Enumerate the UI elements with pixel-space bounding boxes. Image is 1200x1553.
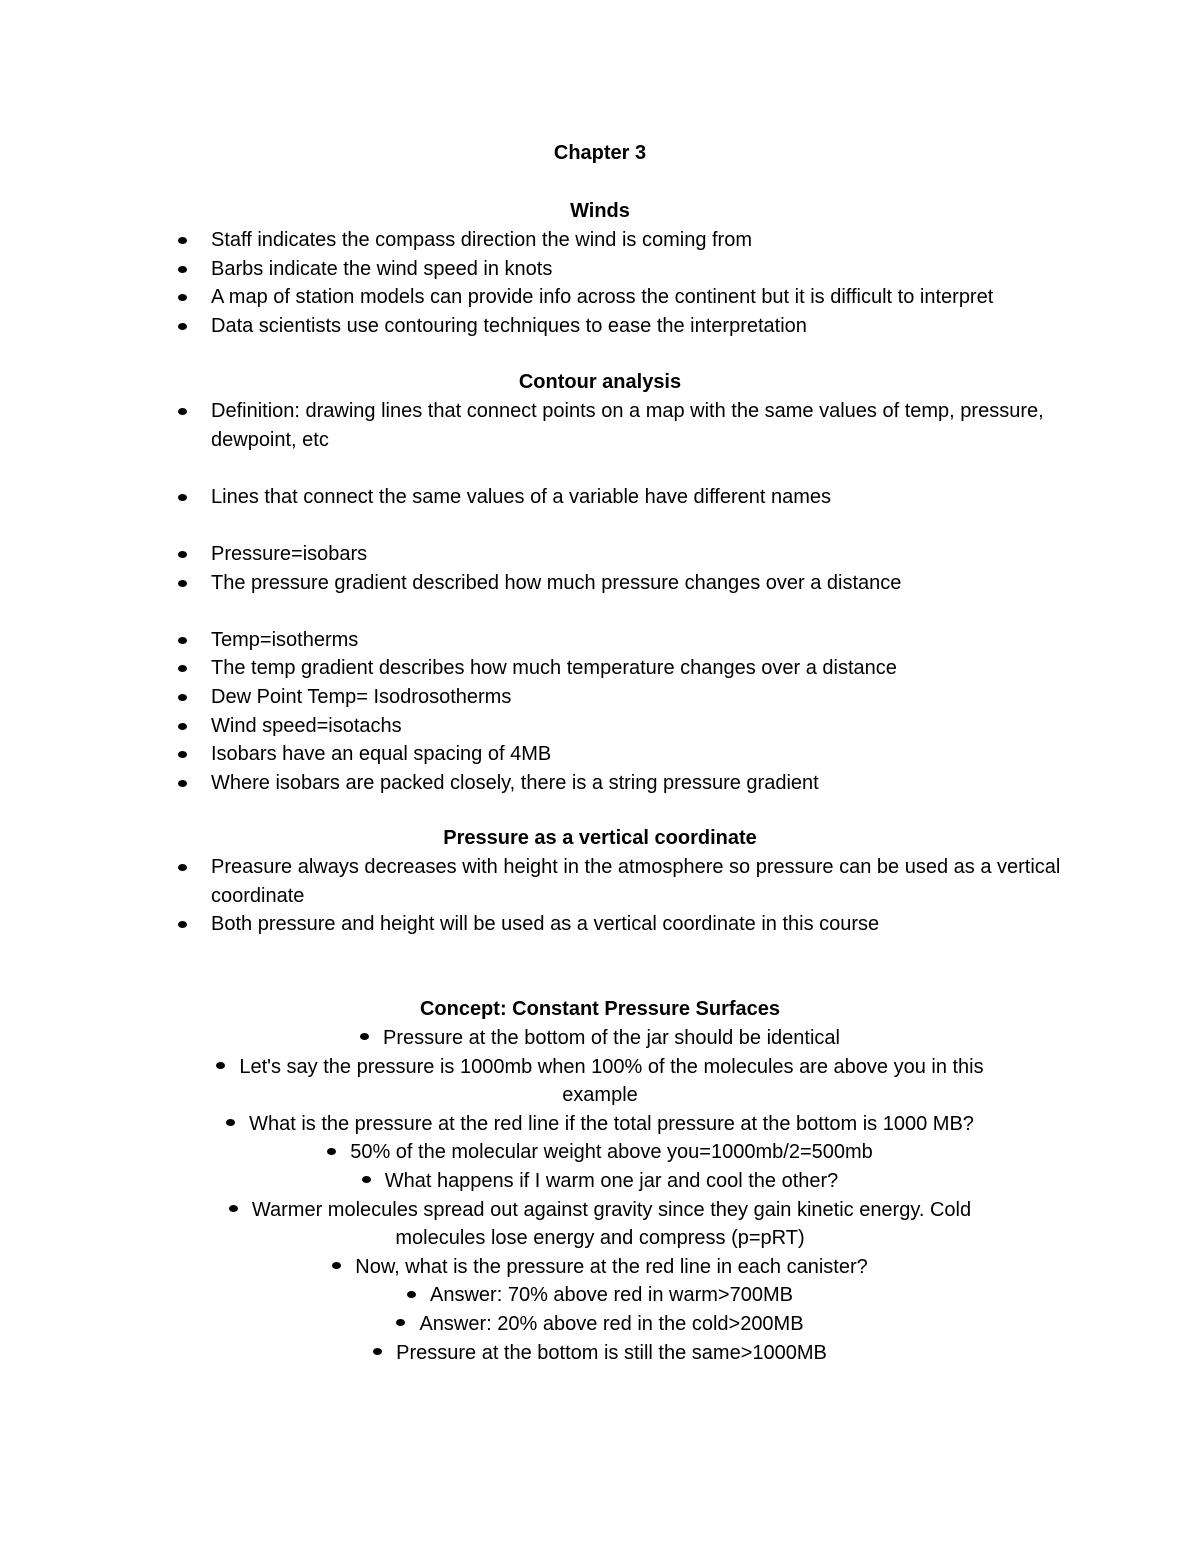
list-item: Where isobars are packed closely, there is a string pressure gradient [177, 769, 1077, 798]
bullet-icon [407, 1291, 416, 1298]
list-item: What happens if I warm one jar and cool the other? [0, 1167, 1200, 1196]
bullet-icon [226, 1119, 235, 1126]
list-item-continuation: example [562, 1084, 638, 1107]
list-item: Warmer molecules spread out against gravity since they gain kinetic energy. Cold [0, 1196, 1200, 1225]
list-item: The pressure gradient described how much pressure changes over a distance [177, 569, 1077, 598]
concept-list [0, 1024, 1200, 1367]
bullet-icon [362, 1176, 371, 1183]
list-item: Let's say the pressure is 1000mb when 100% of the molecules are above you in this [0, 1053, 1200, 1082]
list-item: Isobars have an equal spacing of 4MB [177, 740, 1077, 769]
winds-heading: Winds [570, 200, 630, 222]
list-item: Preasure always decreases with height in the atmosphere so pressure can be used as a vertical coordinate [177, 853, 1067, 910]
bullet-icon [327, 1148, 336, 1155]
list-item: Barbs indicate the wind speed in knots [177, 255, 1077, 284]
list-item: Answer: 70% above red in warm>700MB [0, 1281, 1200, 1310]
bullet-icon [360, 1033, 369, 1040]
concept-heading: Concept: Constant Pressure Surfaces [419, 998, 781, 1020]
bullet-icon [396, 1319, 405, 1326]
list-item: Pressure at the bottom is still the same>1000MB [0, 1339, 1200, 1368]
winds-list [177, 226, 1077, 340]
vertical-heading: Pressure as a vertical coordinate [443, 827, 757, 849]
bullet-icon [229, 1205, 238, 1212]
list-item: A map of station models can provide info across the continent but it is difficult to interpret [177, 283, 1077, 312]
list-item: Now, what is the pressure at the red line in each canister? [0, 1253, 1200, 1282]
list-item: Pressure at the bottom of the jar should be identical [0, 1024, 1200, 1053]
bullet-icon [216, 1062, 225, 1069]
list-item: The temp gradient describes how much temperature changes over a distance [177, 654, 1077, 683]
contour-list [177, 397, 1077, 797]
list-item: Dew Point Temp= Isodrosotherms [177, 683, 1077, 712]
list-item: What is the pressure at the red line if the total pressure at the bottom is 1000 MB? [0, 1110, 1200, 1139]
list-item: Lines that connect the same values of a variable have different names [177, 483, 1077, 512]
bullet-icon [373, 1348, 382, 1355]
list-item: Definition: drawing lines that connect points on a map with the same values of temp, pressure, dewpoint, etc [177, 397, 1077, 454]
list-item: 50% of the molecular weight above you=1000mb/2=500mb [0, 1138, 1200, 1167]
list-item: Temp=isotherms [177, 626, 1077, 655]
contour-heading: Contour analysis [518, 371, 682, 393]
list-item: Pressure=isobars [177, 540, 1077, 569]
list-item: Both pressure and height will be used as a vertical coordinate in this course [177, 910, 1067, 939]
list-item-continuation: molecules lose energy and compress (p=pRT) [395, 1227, 805, 1250]
list-item: Answer: 20% above red in the cold>200MB [0, 1310, 1200, 1339]
vertical-list [177, 853, 1067, 939]
list-item: Staff indicates the compass direction the wind is coming from [177, 226, 1077, 255]
list-item: Wind speed=isotachs [177, 712, 1077, 741]
chapter-title: Chapter 3 [553, 142, 647, 164]
bullet-icon [332, 1262, 341, 1269]
list-item: Data scientists use contouring techniques to ease the interpretation [177, 312, 1077, 341]
